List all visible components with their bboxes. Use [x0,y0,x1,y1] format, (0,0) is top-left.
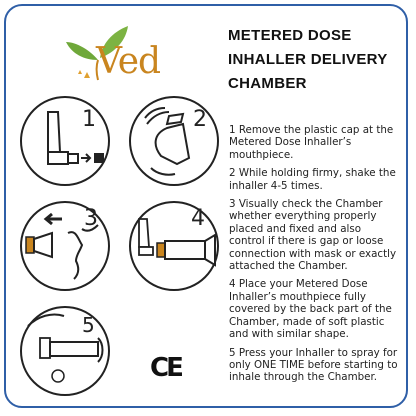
page-title [228,24,398,96]
step-3-illustration [18,199,112,293]
instructions [229,124,399,390]
step-4-illustration [127,199,221,293]
step-4-number: 4 [191,206,205,231]
title-line-1: METERED DOSE [228,27,352,44]
step-1-number: 1 [82,107,96,132]
step-2-number: 2 [193,107,207,132]
step-3-number: 3 [84,206,98,231]
step-2-text: 2 While holding firmy, shake the inhaller 4-5 times. [229,167,396,192]
title-line-3: CHAMBER [228,75,307,92]
step-2-illustration [127,94,221,188]
step-4-text: 4 Place your Metered Dose Inhaller’s mouthpiece fully covered by the back part of the Chamber, made of soft plastic and with similar shape. [229,278,392,341]
step-5-text: 5 Press your Inhaller to spray for only ONE TIME before starting to inhale through the Chamber. [229,346,398,384]
step-1-illustration [18,94,112,188]
brand-name: Ved [96,41,161,82]
step-5-illustration [18,304,112,398]
step-1-text: 1 Remove the plastic cap at the Metered Dose Inhaller’s mouthpiece. [229,124,394,161]
ce-mark: CE [150,353,181,383]
step-3-text: 3 Visually check the Chamber whether everything properly placed and fixed and also control if there is gap or loose connection with mask or exactly attached the Chamber. [229,198,397,273]
step-5-number: 5 [82,313,95,337]
title-line-2: INHALLER DELIVERY [228,51,388,68]
